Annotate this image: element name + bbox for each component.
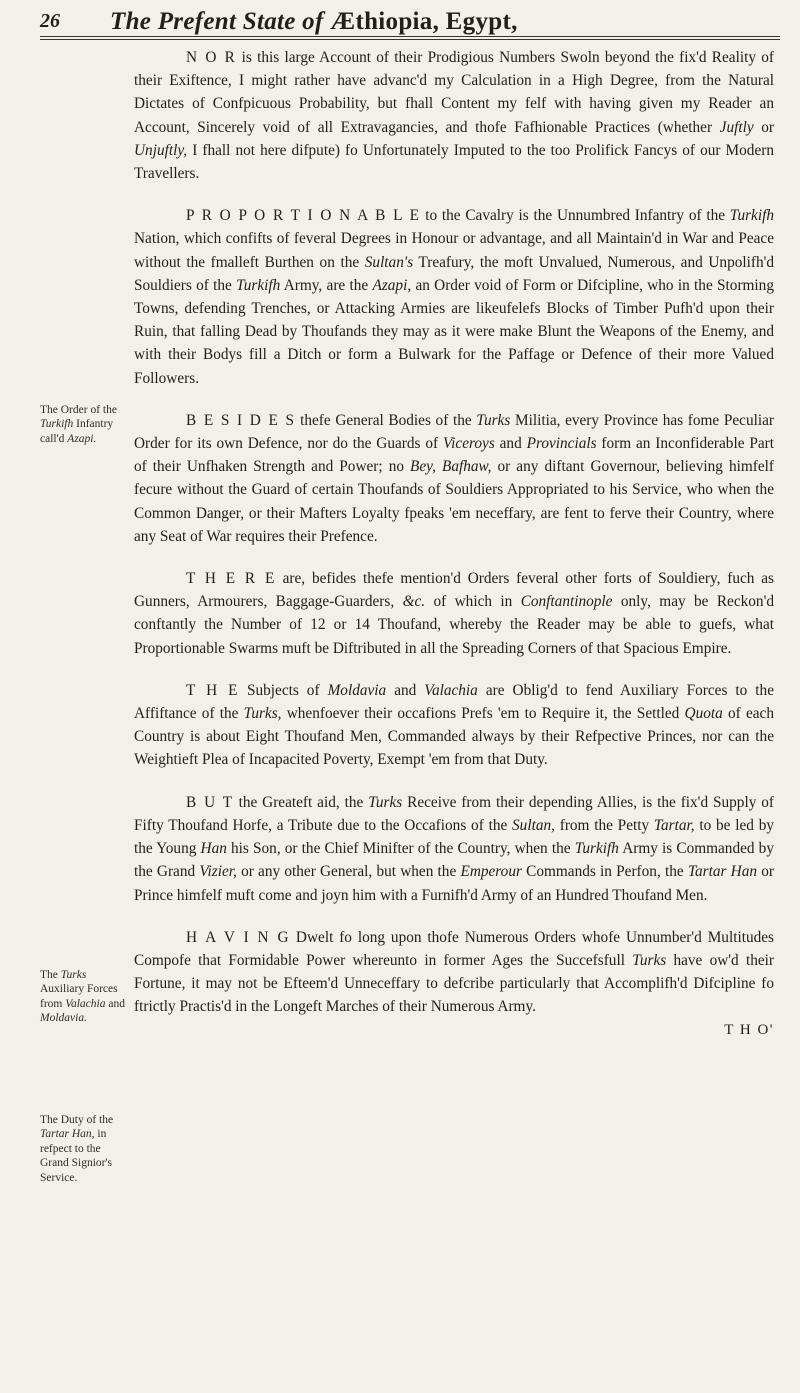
paragraph-but: B U T the Greateft aid, the Turks Receive from their depending Allies, is the fix'd Supply of Fifty Thoufand Horfe, a Tribute due to the Occafions of the Sultan, from the Petty Tartar, to be led by the Young Han his Son, or the Chief Minifter of the Country, when the Turkifh Army is Commanded by the Grand Vizier, or any other General, but when the Emperour Commands in Perfon, the Tartar Han or Prince himfelf muft come and joyn him with a Furnifh'd Army of an Hundred Thoufand Men. <box>134 793 775 904</box>
header-rule <box>40 36 780 37</box>
body-text <box>134 46 774 1039</box>
margin-note-azapi: The Order of the Turkifh Infantry call'd Azapi. <box>40 404 117 445</box>
paragraph-besides: B E S I D E S thefe General Bodies of the Turks Militia, every Province has fome Peculiar Order for its own Defence, nor do the Guards of Viceroys and Provincials form an Inconfiderable Part of their Unfhaken Strength and Power; no Bey, Bafhaw, or any diftant Governour, believing himfelf fecure without the Guard of certain Thoufands of Souldiers Appropriated to his Service, who when the Common Danger, or their Mafters Loyalty fpeaks 'em neceffary, are fent to ferve their Country, where any Seat of War requires their Prefence. <box>134 411 774 545</box>
paragraph-nor: N O R is this large Account of their Prodigious Numbers Swoln beyond the fix'd Reality of their Exiftence, I might rather have advanc'd my Calculation in a High Degree, from the Natural Dictates of Confpicuous Probability, but fhall Content my felf with having given my Reader an Account, Sincerely void of all Extravagancies, and thofe Fafhionable Practices (whether Juftly or Unjuftly, I fhall not here difpute) fo Unfortunately Imputed to the too Prolifick Fancys of our Modern Travellers. <box>134 49 774 183</box>
paragraph-proportionable: P R O P O R T I O N A B L E to the Cavalry is the Unnumbred Infantry of the Turkifh Nation, which confifts of feveral Degrees in Honour or advantage, and all Maintain'd in War and Peace without the fmalleft Burthen on the Sultan's Treafury, the moft Unvalued, Numerous, and Unpolifh'd Souldiers of the Turkifh Army, are the Azapi, an Order void of Form or Difcipline, who in the Storming Towns, defending Trenches, or Attacking Armies are likeufelefs Blocks of Timber Pufh'd upon their Ruin, that falling Dead by Thoufands they may as it were make Blunt the Weapons of the Enemy, and with their Bodys fill a Ditch or form a Bulwark for the Paffage or Defence of their more Valued Followers. <box>134 207 775 387</box>
running-title-prefix: The Prefent State of <box>110 8 331 35</box>
running-title <box>110 8 518 36</box>
paragraph-there: T H E R E are, befides thefe mention'd Orders feveral other forts of Souldiery, fuch as Gunners, Armourers, Baggage-Guarders, &c. of which in Conftantinople only, may be Reckon'd conftantly the Number of 12 or 14 Thoufand, whereby the Reader may be able to guefs, what Proportionable Swarms muft be Diftributed in all the Spreading Corners of that Spacious Empire. <box>134 570 775 657</box>
paragraph-having: H A V I N G Dwelt fo long upon thofe Numerous Orders whofe Unnumber'd Multitudes Compofe that Formidable Power whereunto in former Ages the Succefsfull Turks have ow'd their Fortune, it may not be Efteem'd Unneceffary to defcribe particularly that Accomplifh'd Difcipline fo ftrictly Practis'd in the Longeft Marches of their Numerous Army. <box>134 928 774 1016</box>
margin-note-auxiliary-forces: The Turks Auxiliary Forces from Valachia and Moldavia. <box>40 969 125 1025</box>
catchword: T H O' <box>724 1021 774 1038</box>
margin-note-tartar-han: The Duty of the Tartar Han, in refpect to the Grand Signior's Service. <box>40 1114 114 1184</box>
header-rule-double <box>40 39 780 40</box>
running-header <box>40 8 780 36</box>
running-title-suffix: Æthiopia, Egypt, <box>330 8 518 35</box>
page-number: 26 <box>40 10 60 32</box>
paragraph-the-subjects: T H E Subjects of Moldavia and Valachia are Oblig'd to fend Auxiliary Forces to the Affiftance of the Turks, whenfoever their occafions Prefs 'em to Require it, the Settled Quota of each Country is about Eight Thoufand Men, Commanded always by their Refpective Princes, nor can the Weightieft Plea of Incapacited Poverty, Exempt 'em from that Duty. <box>134 681 774 769</box>
